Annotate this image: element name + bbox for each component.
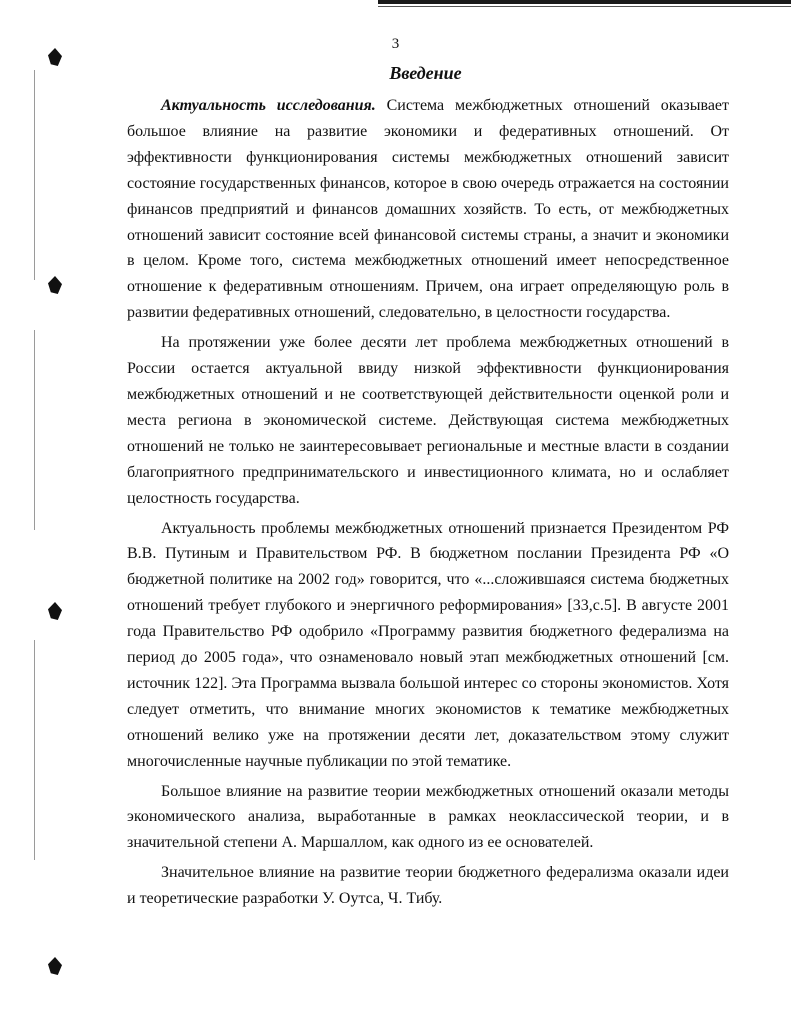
binder-hole-mark-2: [48, 276, 62, 294]
scan-top-rule: [378, 0, 791, 4]
paragraph: Значительное влияние на развитие теории бюджетного федерализма оказали идеи и теоретические разработки У. Оутса, Ч. Тибу.: [127, 864, 729, 908]
paragraph: Актуальность проблемы межбюджетных отношений признается Президентом РФ В.В. Путиным и Правительством РФ. В бюджетном послании Президента РФ «О бюджетной политике на 2002 год» говорится, что «...сложившаяся система бюджетных отношений требует глубокого и энергичного реформирования» [33,с.5]. В августе 2001 года Правительство РФ одобрило «Программу развития бюджетного федерализма на период до 2005 года», что ознаменовало новый этап межбюджетных отношений [см. источник 122]. Эта Программа вызвала большой интерес со стороны экономистов. Хотя следует отметить, что внимание многих экономистов к тематике межбюджетных отношений велико уже на протяжении десяти лет, доказательством этому служит многочисленные научные публикации по этой тематике.: [127, 519, 729, 770]
scan-edge-line: [34, 70, 35, 280]
scan-top-rule-thin: [378, 6, 791, 7]
scan-edge-line: [34, 640, 35, 860]
document-body: [127, 93, 729, 916]
paragraph: Большое влияние на развитие теории межбюджетных отношений оказали методы экономического анализа, выработанные в рамках неоклассической теории, и в значительной степени А. Маршаллом, как одного из ее основателей.: [127, 782, 729, 852]
page-number: 3: [391, 36, 400, 52]
paragraph-text: Система межбюджетных отношений оказывает большое влияние на развитие экономики и федеративных отношений. От эффективности функционирования системы межбюджетных отношений зависит состояние государственных финансов, которое в свою очередь отражается на состоянии финансов предприятий и финансов домашних хозяйств. То есть, от межбюджетных отношений зависит состояние всей финансовой системы страны, а значит и экономики в целом. Кроме того, система межбюджетных отношений имеет непосредственное отношение к федеративным отношениям. Причем, она играет определяющую роль в развитии федеративных отношений, следовательно, в целостности государства.: [127, 97, 730, 322]
binder-hole-mark-3: [48, 602, 62, 620]
scan-edge-line: [34, 330, 35, 530]
binder-hole-mark-4: [48, 957, 62, 975]
page-title: Введение: [389, 63, 462, 83]
paragraph: На протяжении уже более десяти лет проблема межбюджетных отношений в России остается актуальной ввиду низкой эффективности функционирования межбюджетных отношений и не соответствующей действительности оценкой роли и места региона в экономической системе. Действующая система межбюджетных отношений не только не заинтересовывает региональные и местные власти в создании благоприятного предпринимательского и инвестиционного климата, но и ослабляет целостность государства.: [127, 334, 729, 507]
paragraph-relevance: [127, 93, 729, 326]
paragraph-lead: Актуальность исследования.: [161, 97, 376, 114]
